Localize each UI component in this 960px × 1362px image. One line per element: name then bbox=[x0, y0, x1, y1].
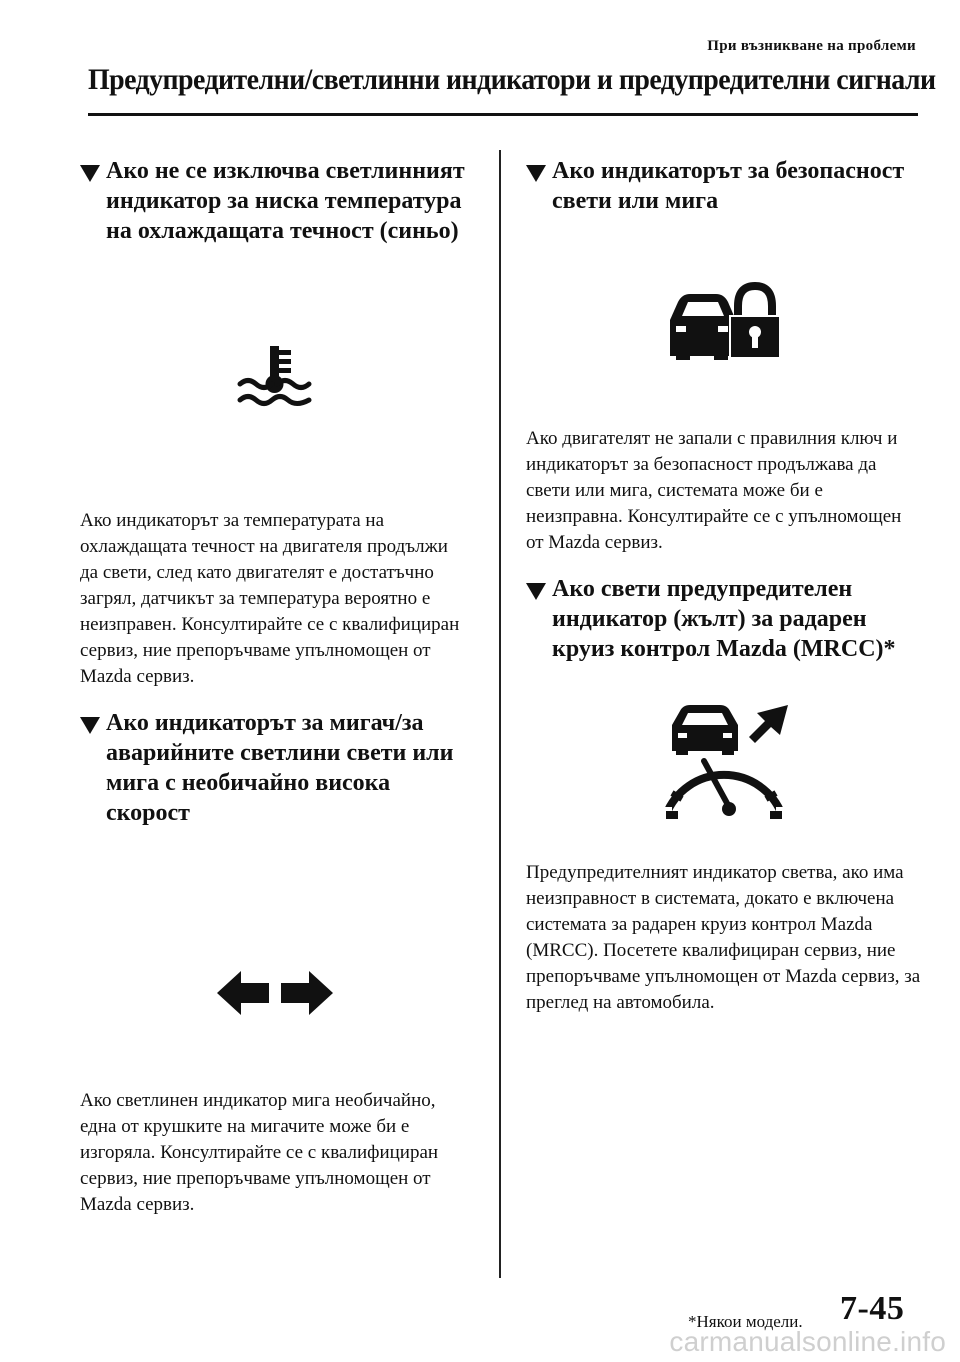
section-heading-coolant bbox=[80, 156, 470, 246]
security-icon-box bbox=[526, 216, 921, 426]
page-title: Предупредителни/светлинни индикатори и предупредителни сигнали bbox=[88, 63, 936, 96]
footnote: *Някои модели. bbox=[688, 1312, 803, 1331]
left-column bbox=[80, 156, 470, 1218]
triangle-bullet-icon bbox=[80, 165, 100, 182]
mrcc-body-text: Предупредителният индикатор светва, ако има неизправност в системата, докато е включена системата за радарен круиз контрол Mazda (MRCC). Посетете квалифициран сервиз, ние препоръчваме упълномощен от Mazda сервиз, за преглед на автомобила. bbox=[526, 862, 921, 1013]
section-heading-turn-signal bbox=[80, 708, 470, 828]
radar-cruise-control-icon bbox=[654, 703, 794, 821]
section-heading-mrcc bbox=[526, 574, 921, 664]
title-rule bbox=[88, 113, 918, 116]
mrcc-icon-box bbox=[526, 664, 921, 860]
turn-signal-arrows-icon bbox=[215, 968, 335, 1018]
heading-text: Ако не се изключва светлинният индикатор за ниска температура на охлаждащата течност (синьо) bbox=[106, 158, 465, 244]
coolant-body-text: Ако индикаторът за температурата на охлаждащата течност на двигателя продължи да свети, след като двигателят е достатъчно загрял, датчикът за температура вероятно е неизправен. Консултирайте се с квалифициран сервиз, ние препоръчваме упълномощен от Mazda сервиз. bbox=[80, 510, 460, 687]
section-heading-security bbox=[526, 156, 921, 216]
triangle-bullet-icon bbox=[80, 717, 100, 734]
triangle-bullet-icon bbox=[526, 165, 546, 182]
coolant-temperature-icon bbox=[234, 344, 316, 414]
section-label: При възникване на проблеми bbox=[707, 38, 916, 54]
heading-text: Ако свети предупредителен индикатор (жълт) за радарен круиз контрол Mazda (MRCC)* bbox=[552, 576, 896, 662]
car-security-lock-icon bbox=[668, 282, 780, 360]
turn-signal-body-text: Ако светлинен индикатор мига необичайно, една от крушките на мигачите може би е изгоряла. Консултирайте се с квалифициран сервиз, ние препоръчваме упълномощен от Mazda сервиз. bbox=[80, 1090, 439, 1215]
coolant-icon-box bbox=[80, 274, 470, 484]
triangle-bullet-icon bbox=[526, 583, 546, 600]
column-divider bbox=[499, 150, 501, 1278]
heading-text: Ако индикаторът за безопасност свети или мига bbox=[552, 158, 905, 214]
watermark: carmanualsonline.info bbox=[669, 1326, 946, 1357]
heading-text: Ако индикаторът за мигач/за аварийните светлини свети или мига с необичайно висока скорост bbox=[106, 710, 454, 826]
security-body-text: Ако двигателят не запали с правилния ключ и индикаторът за безопасност продължава да свети или мига, системата може би е неизправна. Консултирайте се с упълномощен от Mazda сервиз. bbox=[526, 428, 902, 553]
page-number: 7-45 bbox=[840, 1290, 905, 1327]
right-column bbox=[526, 156, 921, 1016]
turn-signal-icon-box bbox=[80, 828, 470, 1018]
